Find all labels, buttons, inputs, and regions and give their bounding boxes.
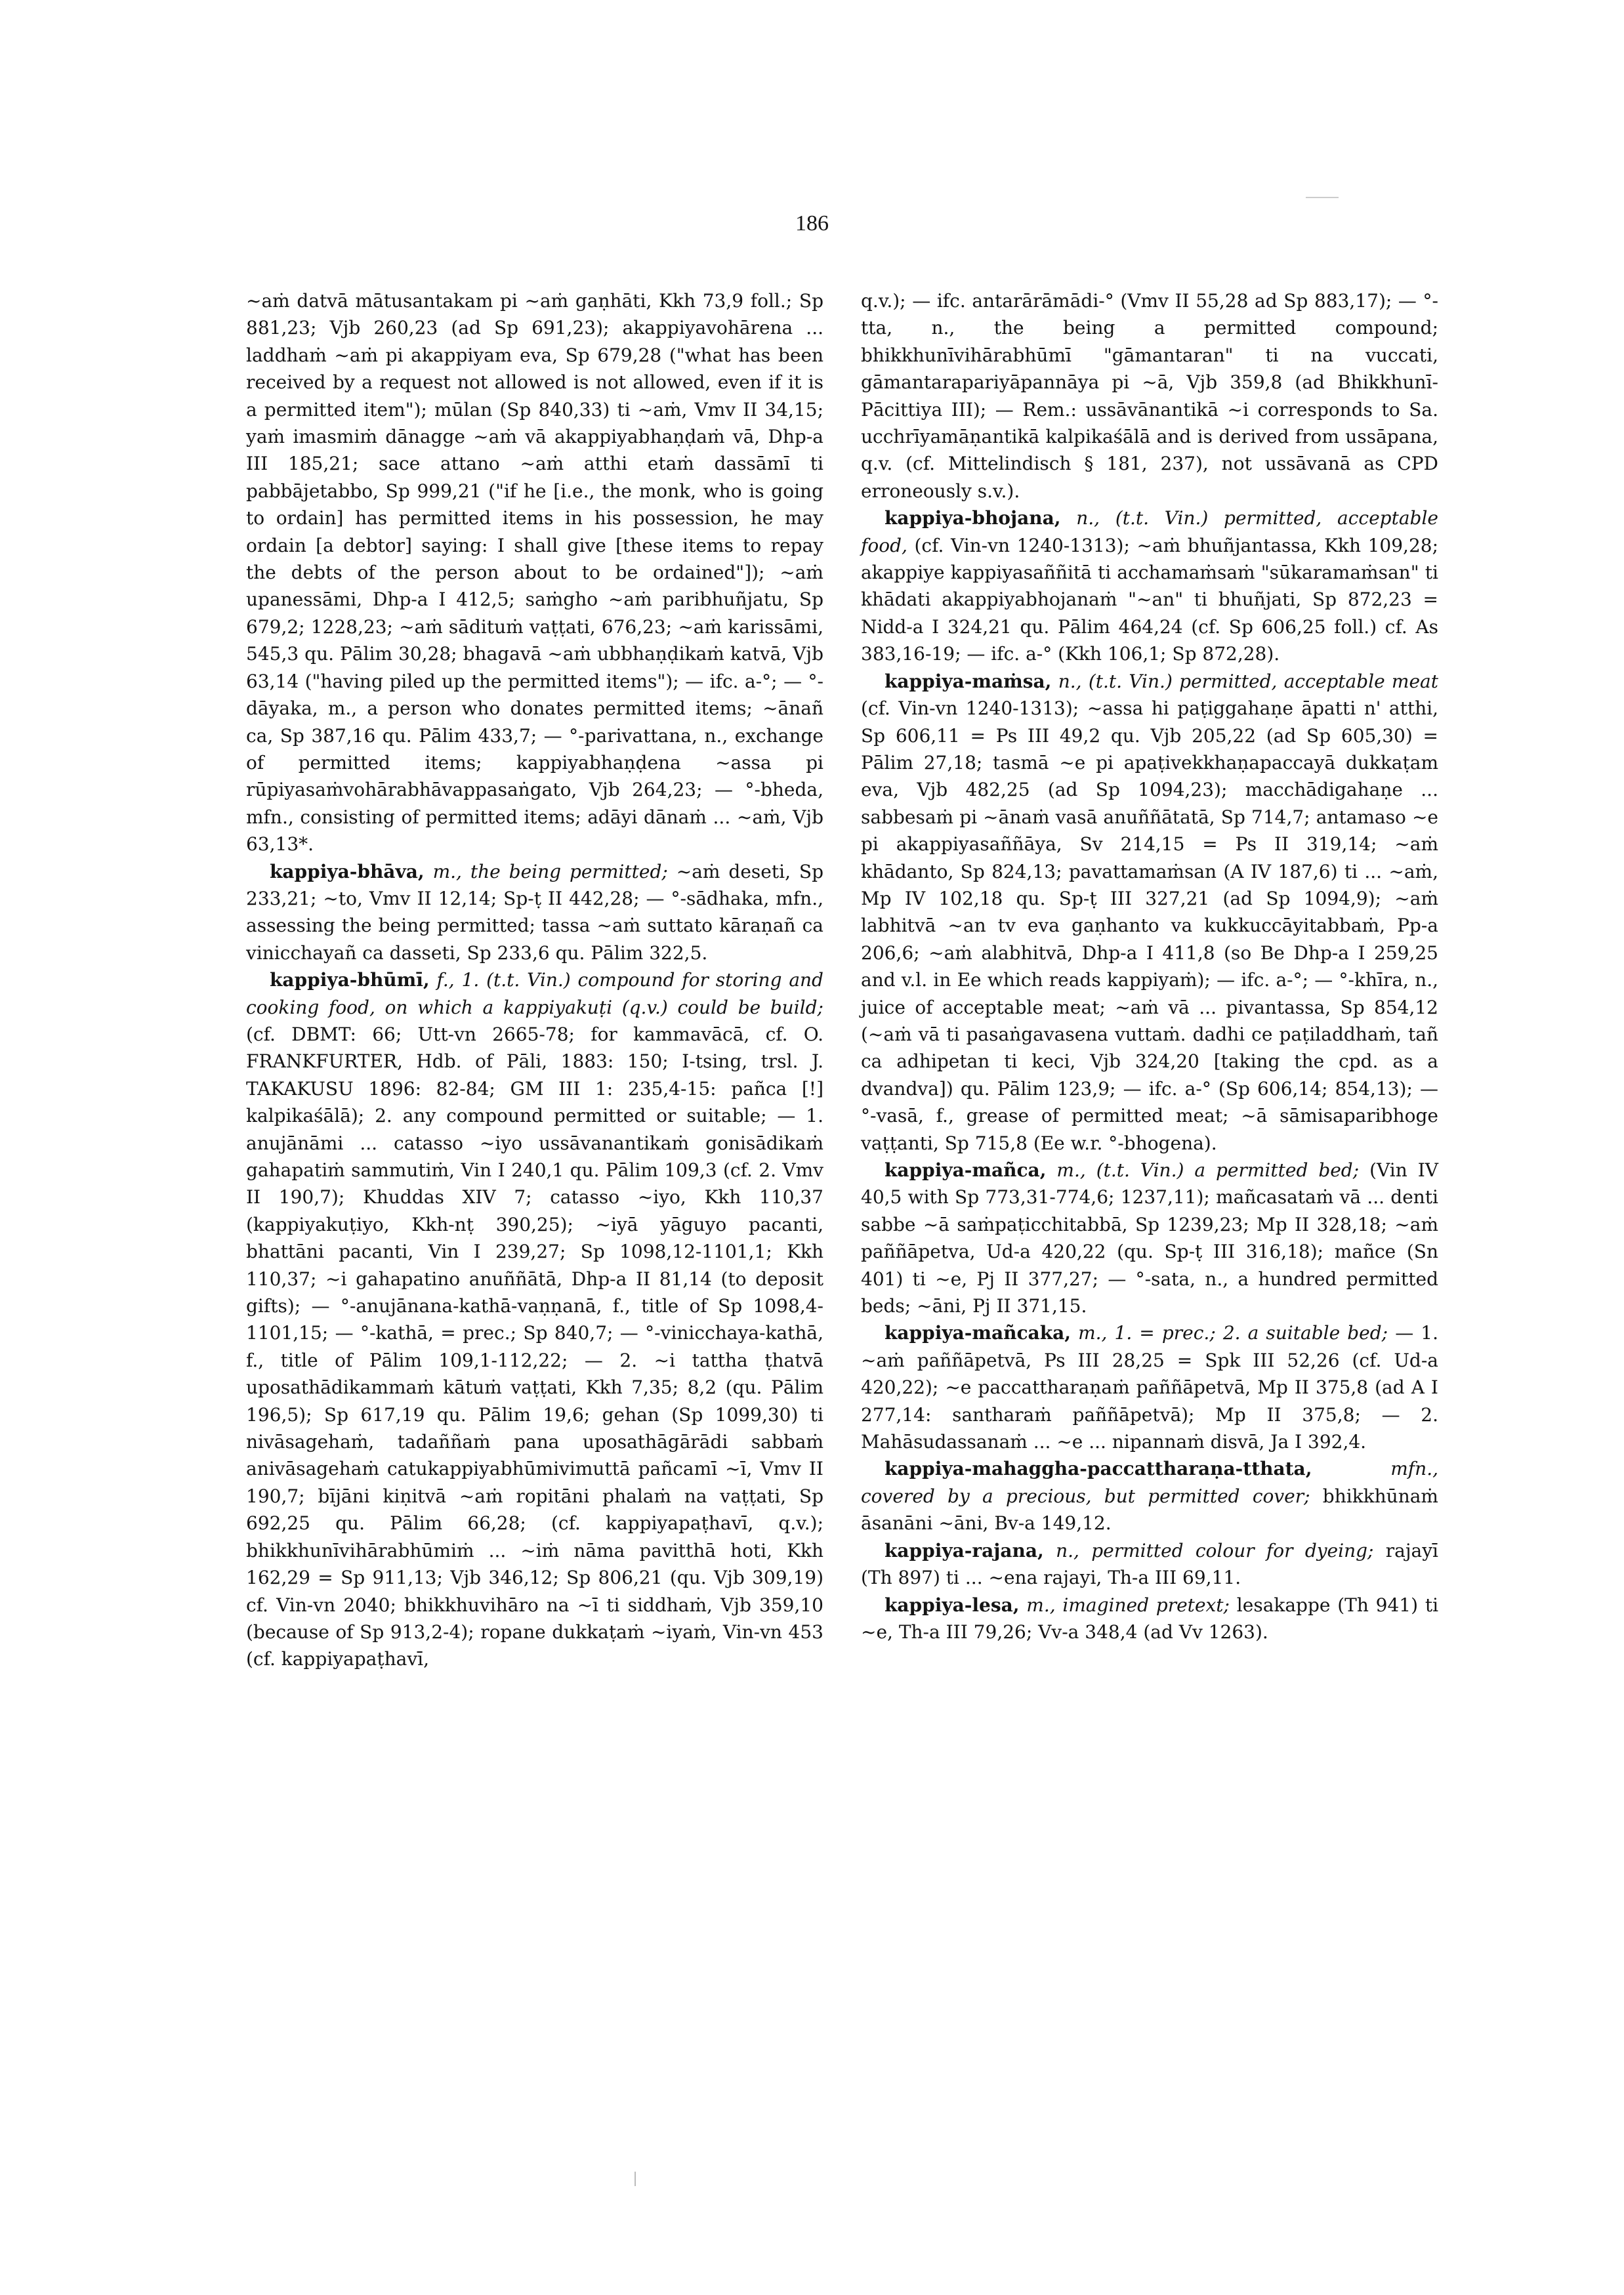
dictionary-entry	[861, 1592, 1438, 1646]
entry-headword: kappiya-bhāva,	[270, 860, 425, 882]
left-column	[246, 287, 823, 1673]
dictionary-entry	[861, 505, 1438, 667]
dictionary-entry	[861, 1537, 1438, 1592]
dictionary-entry	[861, 1455, 1438, 1537]
entry-headword: kappiya-mañcaka,	[885, 1322, 1071, 1344]
entry-grammar: m., (t.t. Vin.) a permitted bed;	[1056, 1159, 1360, 1181]
entry-grammar: m., the being permitted;	[432, 860, 668, 882]
right-column	[861, 287, 1438, 1645]
scan-smudge	[1306, 197, 1339, 198]
scan-mark	[635, 2172, 636, 2186]
entry-text: q.v.); — ifc. antarārāmādi-° (Vmv II 55,28 ad Sp 883,17); — °-tta, n., the being a permitted compound; bhikkhunīvihārabhūmī "gāmantaran" ti na vuccati, gāmantarapariyāpannāya pi ~ā, Vjb 359,8 (ad Bhikkhunī-Pācittiya III); — Rem.: ussāvānantikā ~i corresponds to Sa. ucchrīyamāṇantikā kalpikaśālā and is derived from ussāpana, q.v. (cf. Mittelindisch § 181, 237), not ussāvanā as CPD erroneously s.v.).	[861, 290, 1438, 502]
entry-text: ~aṁ datvā mātusantakam pi ~aṁ gaṇhāti, Kkh 73,9 foll.; Sp 881,23; Vjb 260,23 (ad Sp 691,23); akappiyavohārena ... laddhaṁ ~aṁ pi akappiyam eva, Sp 679,28 ("what has been received by a request not allowed is not allowed, even if it is a permitted item"); mūlan (Sp 840,33) ti ~aṁ, Vmv II 34,15; yaṁ imasmiṁ dānagge ~aṁ vā akappiyabhaṇḍaṁ vā, Dhp-a III 185,21; sace attano ~aṁ atthi etaṁ dassāmī ti pabbājetabbo, Sp 999,21 ("if he [i.e., the monk, who is going to ordain] has permitted items in his possession, he may ordain [a debtor] saying: I shall give [these items to repay the debts of the person about to be ordained"]); ~aṁ upanessāmi, Dhp-a I 412,5; saṁgho ~aṁ paribhuñjatu, Sp 679,2; 1228,23; ~aṁ sādituṁ vaṭṭati, 676,23; ~aṁ karissāmi, 545,3 qu. Pālim 30,28; bhagavā ~aṁ ubbhaṇḍikaṁ katvā, Vjb 63,14 ("having piled up the permitted items"); — ifc. a-°; — °-dāyaka, m., a person who donates permitted items; ~ānañ ca, Sp 387,16 qu. Pālim 433,7; — °-parivattana, n., exchange of permitted items; kappiyabhaṇḍena ~assa pi rūpiyasaṁvohārabhāvappasaṅgato, Vjb 264,23; — °-bheda, mfn., consisting of permitted items; adāyi dānaṁ ... ~aṁ, Vjb 63,13*.	[246, 290, 823, 856]
page-number: 186	[795, 211, 829, 236]
entry-headword: kappiya-rajana,	[885, 1539, 1044, 1561]
entry-grammar: n., permitted colour for dyeing;	[1056, 1539, 1374, 1561]
entry-continuation	[246, 287, 823, 858]
entry-text: rajayī (Th 897) ti ... ~ena rajayi, Th-a III 69,11.	[861, 1539, 1439, 1589]
entry-continuation	[861, 287, 1438, 505]
entry-headword: kappiya-bhūmī,	[270, 969, 430, 991]
dictionary-entry	[861, 1319, 1438, 1455]
entry-grammar: n., (t.t. Vin.) permitted, acceptable food,	[861, 507, 1438, 556]
entry-text: ~aṁ deseti, Sp 233,21; ~to, Vmv II 12,14; Sp-ṭ II 442,28; — °-sādhaka, mfn., assessing the being permitted; tassa ~aṁ suttato kāraṇañ ca vinicchayañ ca dasseti, Sp 233,6 qu. Pālim 322,5.	[246, 860, 824, 964]
entry-text: (cf. DBMT: 66; Utt-vn 2665-78; for kammavācā, cf. O. FRANKFURTER, Hdb. of Pāli, 1883: 150; I-tsing, trsl. J. TAKAKUSU 1896: 82-84; GM III 1: 235,4-15: pañca [!] kalpikaśālā); 2. any compound permitted or suitable; — 1. anujānāmi ... catasso ~iyo ussāvanantikaṁ gonisādikaṁ gahapatiṁ sammutiṁ, Vin I 240,1 qu. Pālim 109,3 (cf. 2. Vmv II 190,7); Khuddas XIV 7; catasso ~iyo, Kkh 110,37 (kappiyakuṭiyo, Kkh-nṭ 390,25); ~iyā yāguyo pacanti, bhattāni pacanti, Vin I 239,27; Sp 1098,12-1101,1; Kkh 110,37; ~i gahapatino anuññātā, Dhp-a II 81,14 (to deposit gifts); — °-anujānana-kathā-vaṇṇanā, f., title of Sp 1098,4-1101,15; — °-kathā, = prec.; Sp 840,7; — °-vinicchaya-kathā, f., title of Pālim 109,1-112,22; — 2. ~i tattha ṭhatvā uposathādikammaṁ kātuṁ vaṭṭati, Kkh 7,35; 8,2 (qu. Pālim 196,5); Sp 617,19 qu. Pālim 19,6; gehan (Sp 1099,30) ti nivāsagehaṁ, tadaññaṁ pana uposathāgārādi sabbaṁ anivāsagehaṁ catukappiyabhūmivimuttā pañcamī ~ī, Vmv II 190,7; bījāni kiṇitvā ~aṁ ropitāni phalaṁ na vaṭṭati, Sp 692,25 qu. Pālim 66,28; (cf. kappiyapaṭhavī, q.v.); bhikkhunīvihārabhūmiṁ ... ~iṁ nāma pavitthā hoti, Kkh 162,29 = Sp 911,13; Vjb 346,12; Sp 806,21 (qu. Vjb 309,19) cf. Vin-vn 2040; bhikkhuvihāro na ~ī ti siddhaṁ, Vjb 359,10 (because of Sp 913,2-4); ropane dukkaṭaṁ ~iyaṁ, Vin-vn 453 (cf. kappiyapaṭhavī,	[246, 1023, 823, 1670]
entry-grammar: f., 1. (t.t. Vin.) compound for storing and cooking food, on which a kappiyakuṭi (q.v.) could be build;	[246, 969, 823, 1018]
entry-headword: kappiya-mañca,	[885, 1159, 1047, 1181]
entry-headword: kappiya-maṁsa,	[885, 670, 1052, 692]
entry-text: bhikkhūnaṁ āsanāni ~āni, Bv-a 149,12.	[861, 1485, 1438, 1535]
entry-text: (Vin IV 40,5 with Sp 773,31-774,6; 1237,11); mañcasataṁ vā ... denti sabbe ~ā saṁpaṭicchitabbā, Sp 1239,23; Mp II 328,18; ~aṁ paññāpetva, Ud-a 420,22 (qu. Sp-ṭ III 316,18); mañce (Sn 401) ti ~e, Pj II 377,27; — °-sata, n., a hundred permitted beds; ~āni, Pj II 371,15.	[861, 1159, 1438, 1317]
entry-grammar: mfn., covered by a precious, but permitted cover;	[861, 1458, 1438, 1507]
entry-text: — 1. ~aṁ paññāpetvā, Ps III 28,25 = Spk III 52,26 (cf. Ud-a 420,22); ~e paccattharaṇaṁ paññāpetvā, Mp II 375,8 (ad A I 277,14: santharaṁ paññāpetvā); Mp II 375,8; — 2. Mahāsudassanaṁ ... ~e ... nipannaṁ disvā, Ja I 392,4.	[861, 1322, 1439, 1453]
dictionary-entry	[246, 966, 823, 1673]
entry-headword: kappiya-bhojana,	[885, 507, 1061, 529]
entry-headword: kappiya-lesa,	[885, 1594, 1020, 1616]
dictionary-entry	[861, 1157, 1438, 1319]
entry-grammar: m., 1. = prec.; 2. a suitable bed;	[1078, 1322, 1388, 1344]
entry-headword: kappiya-mahaggha-paccattharaṇa-tthata,	[885, 1458, 1312, 1480]
entry-grammar: m., imagined pretext;	[1026, 1594, 1230, 1616]
dictionary-entry	[861, 668, 1438, 1157]
entry-text: lesakappe (Th 941) ti ~e, Th-a III 79,26; Vv-a 348,4 (ad Vv 1263).	[861, 1594, 1439, 1643]
dictionary-entry	[246, 858, 823, 967]
entry-text: (cf. Vin-vn 1240-1313); ~aṁ bhuñjantassa, Kkh 109,28; akappiye kappiyasaññitā ti acchamaṁsaṁ "sūkaramaṁsan" ti khādati akappiyabhojanaṁ "~an" ti bhuñjati, Sp 872,23 = Nidd-a I 324,21 qu. Pālim 464,24 (cf. Sp 606,25 foll.) cf. As 383,16-19; — ifc. a-° (Kkh 106,1; Sp 872,28).	[861, 534, 1438, 665]
entry-grammar: n., (t.t. Vin.) permitted, acceptable meat	[1058, 670, 1438, 692]
entry-text: (cf. Vin-vn 1240-1313); ~assa hi paṭiggahaṇe āpatti n' atthi, Sp 606,11 = Ps III 49,2 qu. Vjb 205,22 (ad Sp 605,30) = Pālim 27,18; tasmā ~e pi apaṭivekkhaṇapaccayā dukkaṭam eva, Vjb 482,25 (ad Sp 1094,23); macchādigahaṇe ... sabbesaṁ pi ~ānaṁ vasā anuññātatā, Sp 714,7; antamaso ~e pi akappiyasaññāya, Sv 214,15 = Ps II 319,14; ~aṁ khādanto, Sp 824,13; pavattamaṁsan (A IV 187,6) ti ... ~aṁ, Mp IV 102,18 qu. Sp-ṭ III 327,21 (ad Sp 1094,9); ~aṁ labhitvā ~an tv eva gaṇhanto va kukkuccāyitabbaṁ, Pp-a 206,6; ~aṁ alabhitvā, Dhp-a I 411,8 (so Be Dhp-a I 259,25 and v.l. in Ee which reads kappiyaṁ); — ifc. a-°; — °-khīra, n., juice of acceptable meat; ~aṁ vā ... pivantassa, Sp 854,12 (~aṁ vā ti pasaṅgavasena vuttaṁ. dadhi ce paṭiladdhaṁ, tañ ca adhipetan ti keci, Vjb 324,20 [taking the cpd. as a dvandva]) qu. Pālim 123,9; — ifc. a-° (Sp 606,14; 854,13); — °-vasā, f., grease of permitted meat; ~ā sāmisaparibhoge vaṭṭanti, Sp 715,8 (Ee w.r. °-bhogena).	[861, 697, 1438, 1154]
